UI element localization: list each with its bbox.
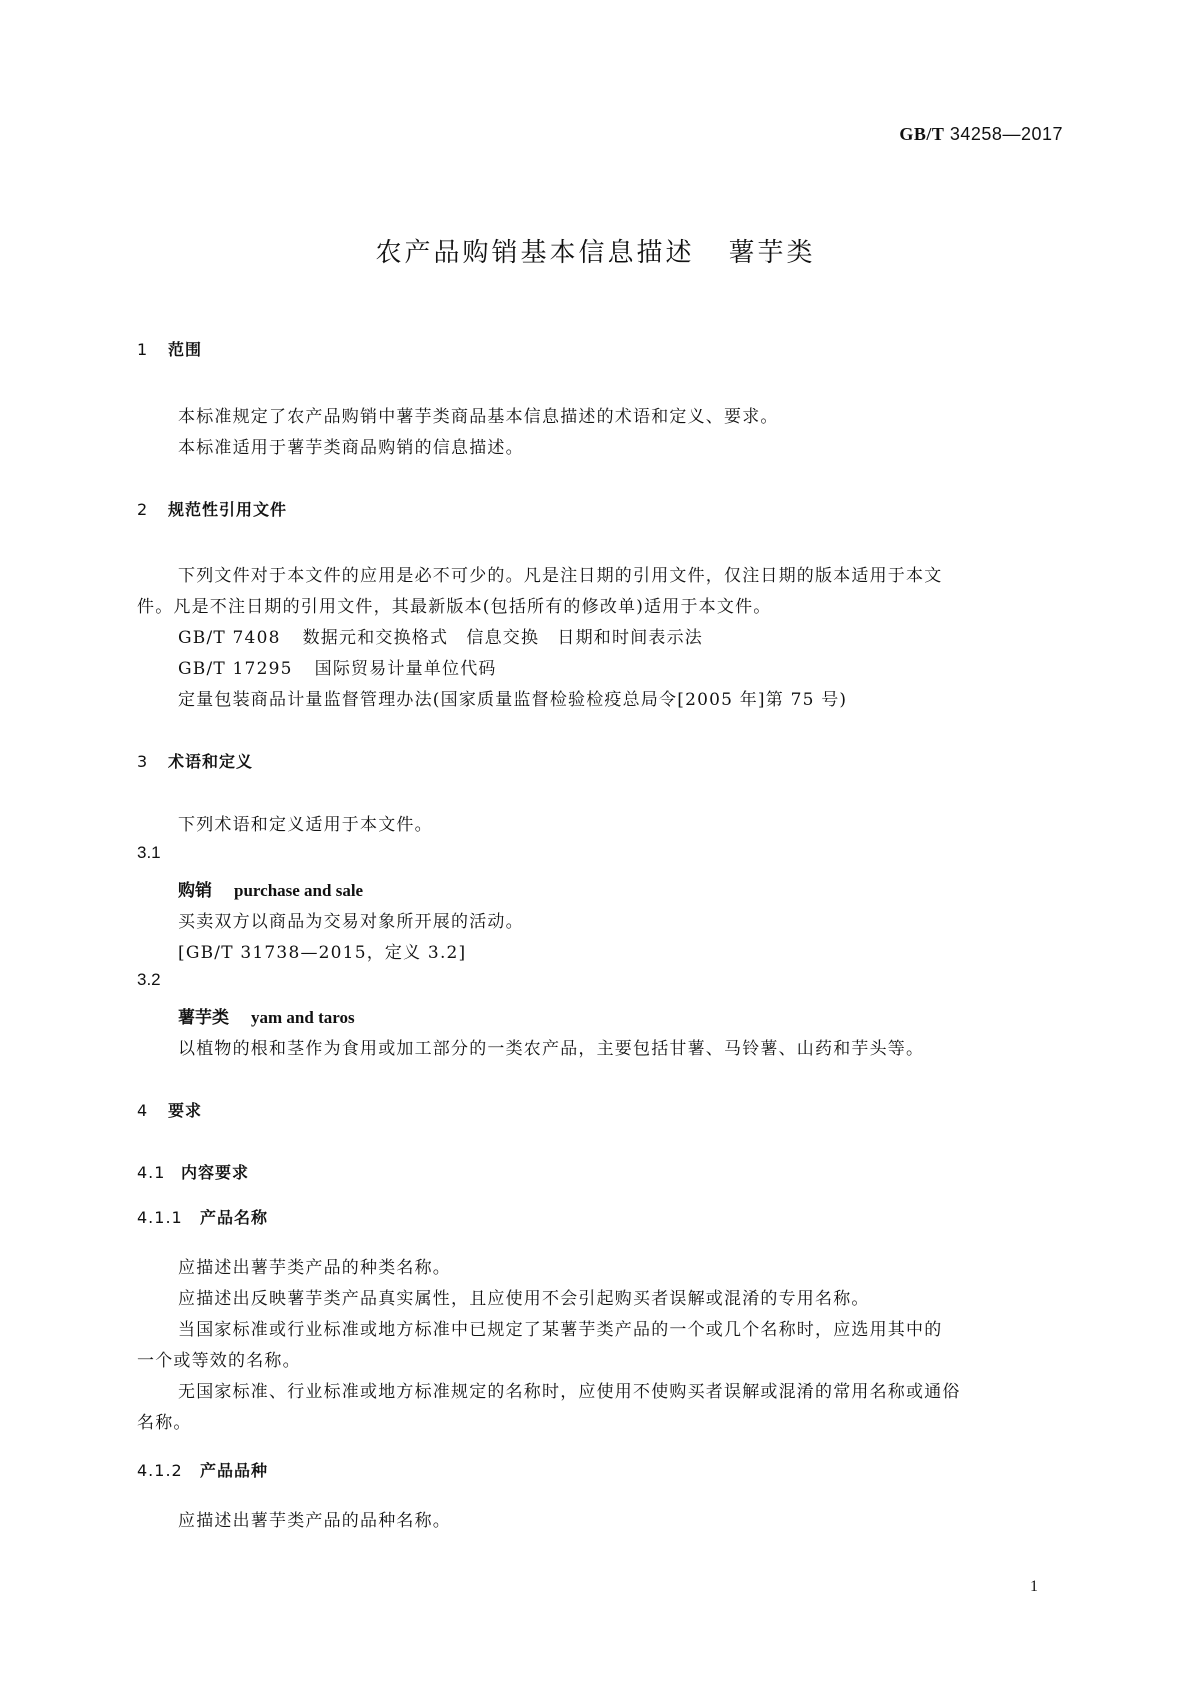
reference-title: 数据元和交换格式 信息交换 日期和时间表示法 bbox=[302, 628, 704, 648]
section-title: 规范性引用文件 bbox=[168, 500, 288, 519]
reference-code: GB/T 7408 bbox=[178, 628, 281, 648]
paragraph: 应描述出薯芋类产品的品种名称。 bbox=[178, 1511, 451, 1531]
section-title: 产品品种 bbox=[200, 1461, 269, 1480]
section-number: 2 bbox=[137, 500, 149, 519]
paragraph: 应描述出反映薯芋类产品真实属性，且应使用不会引起购买者误解或混淆的专用名称。 bbox=[178, 1289, 870, 1309]
subsection-4-1-heading bbox=[137, 1160, 249, 1183]
section-title: 内容要求 bbox=[181, 1163, 250, 1182]
normative-reference bbox=[178, 654, 497, 679]
term-heading bbox=[178, 1003, 355, 1028]
paragraph bbox=[178, 561, 1063, 586]
paragraph: 本标准规定了农产品购销中薯芋类商品基本信息描述的术语和定义、要求。 bbox=[178, 407, 779, 427]
subsection-4-1-1-heading bbox=[137, 1205, 268, 1228]
term-heading bbox=[178, 876, 363, 901]
term-definition: 以植物的根和茎作为食用或加工部分的一类农产品，主要包括甘薯、马铃薯、山药和芋头等。 bbox=[178, 1039, 925, 1059]
section-title: 要求 bbox=[168, 1101, 203, 1120]
section-title: 范围 bbox=[168, 340, 203, 359]
section-1-heading bbox=[137, 337, 202, 360]
standard-code bbox=[899, 124, 1063, 145]
term-zh: 薯芋类 bbox=[178, 1008, 229, 1028]
reference-code: GB/T 17295 bbox=[178, 659, 293, 679]
normative-reference bbox=[178, 685, 847, 710]
page-number: 1 bbox=[1030, 1578, 1038, 1595]
title-sub: 薯芋类 bbox=[728, 238, 816, 268]
section-4-heading bbox=[137, 1098, 202, 1121]
standard-code-prefix: GB/T bbox=[899, 124, 945, 144]
paragraph: 本标准适用于薯芋类商品购销的信息描述。 bbox=[178, 438, 524, 458]
paragraph: 无国家标准、行业标准或地方标准规定的名称时，应使用不使购买者误解或混淆的常用名称或通俗 bbox=[178, 1382, 961, 1402]
reference-title: 国际贸易计量单位代码 bbox=[314, 659, 497, 679]
paragraph-continuation: 一个或等效的名称。 bbox=[137, 1351, 301, 1371]
paragraph-continuation: 名称。 bbox=[137, 1413, 192, 1433]
term-en: purchase and sale bbox=[234, 881, 364, 900]
title-main: 农产品购销基本信息描述 bbox=[375, 238, 695, 268]
term-source: [GB/T 31738—2015，定义 3.2] bbox=[178, 943, 467, 963]
term-number: 3.2 bbox=[137, 970, 161, 989]
section-number: 4.1 bbox=[137, 1163, 166, 1182]
term-en: yam and taros bbox=[251, 1008, 355, 1027]
term-zh: 购销 bbox=[178, 881, 212, 901]
section-2-heading bbox=[137, 497, 287, 520]
section-number: 4 bbox=[137, 1101, 149, 1120]
subsection-4-1-2-heading bbox=[137, 1458, 268, 1481]
section-number: 4.1.2 bbox=[137, 1461, 183, 1480]
section-number: 4.1.1 bbox=[137, 1208, 183, 1227]
reference-title: 定量包装商品计量监督管理办法(国家质量监督检验检疫总局令[2005 年]第 75 号) bbox=[178, 690, 848, 710]
section-number: 1 bbox=[137, 340, 149, 359]
normative-reference bbox=[178, 623, 703, 648]
section-number: 3 bbox=[137, 752, 149, 771]
paragraph-line: 下列文件对于本文件的应用是必不可少的。凡是注日期的引用文件，仅注日期的版本适用于本文 bbox=[178, 566, 943, 586]
section-title: 术语和定义 bbox=[168, 752, 254, 771]
term-definition: 买卖双方以商品为交易对象所开展的活动。 bbox=[178, 912, 524, 932]
section-title: 产品名称 bbox=[200, 1208, 269, 1227]
term-number: 3.1 bbox=[137, 843, 161, 862]
paragraph: 下列术语和定义适用于本文件。 bbox=[178, 815, 433, 835]
paragraph: 应描述出薯芋类产品的种类名称。 bbox=[178, 1258, 451, 1278]
standard-code-number: 34258—2017 bbox=[949, 124, 1063, 144]
paragraph: 当国家标准或行业标准或地方标准中已规定了某薯芋类产品的一个或几个名称时，应选用其中的 bbox=[178, 1320, 943, 1340]
paragraph-continuation: 件。凡是不注日期的引用文件，其最新版本(包括所有的修改单)适用于本文件。 bbox=[137, 597, 772, 617]
document-title bbox=[0, 232, 1191, 269]
section-3-heading bbox=[137, 749, 253, 772]
